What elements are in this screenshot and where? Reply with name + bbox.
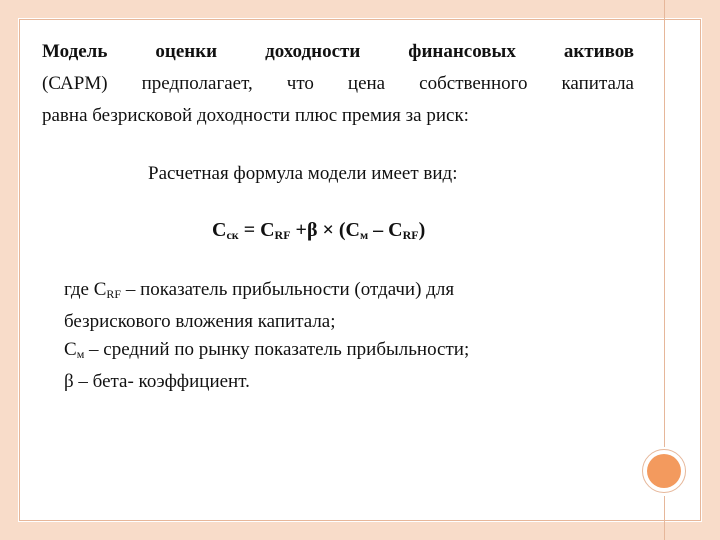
definition-text: где С [64,279,107,300]
formula-part: С [212,219,227,241]
intro-line-1: Модель оценки доходности финансовых активов [42,41,634,62]
formula-subscript: RF [274,228,291,242]
definition-subscript: м [76,347,85,361]
decorative-rule [664,0,665,447]
formula-part: = С [238,219,275,241]
formula-part: +β × (С [290,219,360,241]
capm-formula [212,216,425,249]
intro-paragraph [42,36,634,132]
formula-intro: Расчетная формула модели имеет вид: [148,163,458,184]
definition-rf [64,276,624,308]
formula-subscript: ск [226,228,239,242]
decorative-circle [647,454,681,488]
definition-market [64,336,624,368]
definition-beta: β – бета- коэффициент. [64,371,250,392]
definition-text: – показатель прибыльности (отдачи) для [121,279,455,300]
definition-rf-cont: безрискового вложения капитала; [64,311,336,332]
decorative-rule-bottom [664,496,665,540]
formula-part: – С [368,219,403,241]
formula-part: ) [418,219,426,241]
formula-subscript: RF [402,228,419,242]
definition-subscript: RF [106,287,122,301]
definitions [64,276,624,396]
intro-line-3: равна безрисковой доходности плюс премия за риск: [42,105,469,126]
definition-text: – средний по рынку показатель прибыльности; [84,339,470,360]
definition-text: С [64,339,77,360]
intro-line-2: (САРМ) предполагает, что цена собственного капитала [42,73,634,94]
formula-subscript: м [359,228,369,242]
